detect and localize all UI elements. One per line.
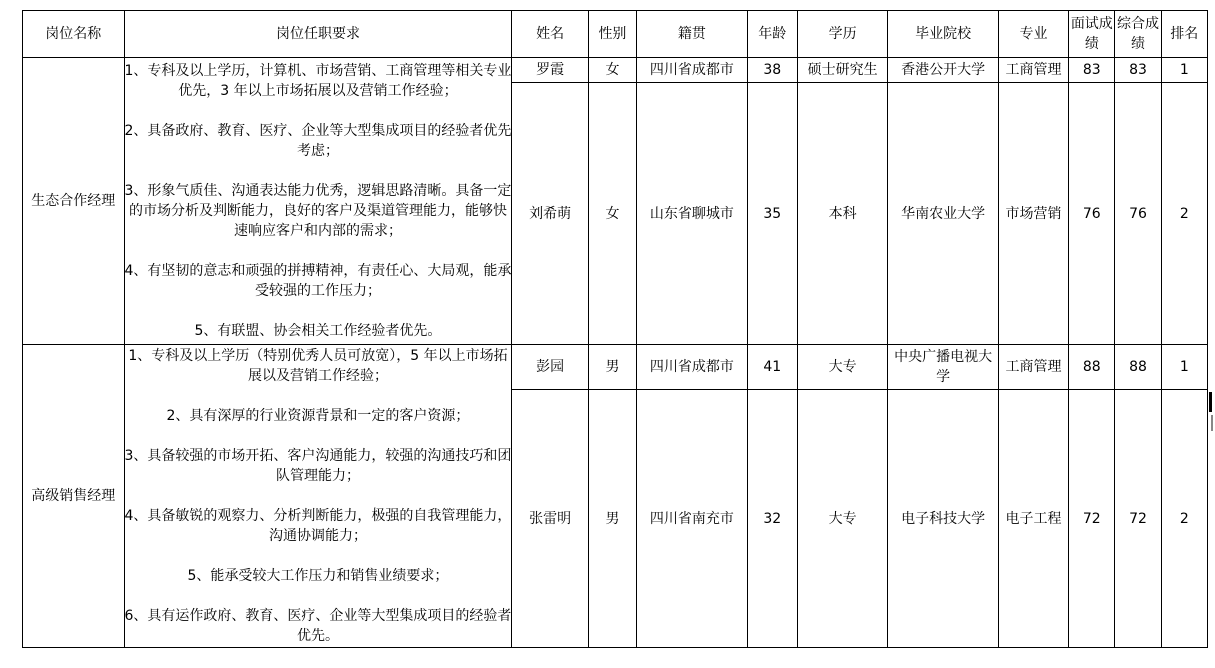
candidate-name[interactable]: 彭园 [512,345,588,390]
candidate-major[interactable]: 工商管理 [998,345,1068,390]
requirement-item: 4、具备敏锐的观察力、分析判断能力，极强的自我管理能力，沟通协调能力； [124,508,512,544]
requirement-item: 4、有坚韧的意志和顽强的拼搏精神，有责任心、大局观，能承受较强的工作压力； [124,263,512,299]
recruitment-results-table [22,10,1208,648]
requirement-item: 2、具有深厚的行业资源背景和一定的客户资源； [166,408,470,424]
cursor-edge-mark [1209,392,1212,412]
candidate-origin[interactable]: 山东省聊城市 [637,83,748,345]
candidate-name[interactable]: 刘希萌 [512,83,588,345]
table-row [23,345,1208,390]
header-rank[interactable]: 排名 [1161,11,1207,58]
table-row [23,58,1208,83]
candidate-school[interactable]: 电子科技大学 [888,390,999,648]
position-cell[interactable]: 生态合作经理 [23,58,125,345]
position-cell[interactable]: 高级销售经理 [23,345,125,648]
candidate-origin[interactable]: 四川省南充市 [637,390,748,648]
requirements-cell[interactable] [124,345,512,648]
candidate-total-score[interactable]: 88 [1115,345,1161,390]
candidate-name[interactable]: 罗霞 [512,58,588,83]
candidate-age[interactable]: 41 [747,345,797,390]
header-name[interactable]: 姓名 [512,11,588,58]
header-education[interactable]: 学历 [797,11,887,58]
candidate-gender[interactable]: 男 [588,390,636,648]
candidate-total-score[interactable]: 83 [1115,58,1161,83]
requirements-cell[interactable] [124,58,512,345]
header-age[interactable]: 年龄 [747,11,797,58]
header-requirements[interactable]: 岗位任职要求 [124,11,512,58]
requirement-item: 2、具备政府、教育、医疗、企业等大型集成项目的经验者优先考虑； [124,123,512,159]
candidate-age[interactable]: 32 [747,390,797,648]
candidate-school[interactable]: 香港公开大学 [888,58,999,83]
candidate-origin[interactable]: 四川省成都市 [637,58,748,83]
requirement-item: 6、具有运作政府、教育、医疗、企业等大型集成项目的经验者优先。 [124,608,512,644]
header-major[interactable]: 专业 [998,11,1068,58]
candidate-gender[interactable]: 男 [588,345,636,390]
requirement-item: 3、形象气质佳、沟通表达能力优秀，逻辑思路清晰。具备一定的市场分析及判断能力，良好的客户及渠道管理能力，能够快速响应客户和内部的需求； [124,183,512,239]
candidate-total-score[interactable]: 72 [1115,390,1161,648]
candidate-age[interactable]: 35 [747,83,797,345]
candidate-major[interactable]: 工商管理 [998,58,1068,83]
candidate-name[interactable]: 张雷明 [512,390,588,648]
candidate-interview-score[interactable]: 88 [1069,345,1115,390]
candidate-total-score[interactable]: 76 [1115,83,1161,345]
candidate-rank[interactable]: 2 [1161,83,1207,345]
candidate-education[interactable]: 硕士研究生 [797,58,887,83]
candidate-gender[interactable]: 女 [588,58,636,83]
candidate-education[interactable]: 大专 [797,345,887,390]
candidate-education[interactable]: 本科 [797,83,887,345]
candidate-gender[interactable]: 女 [588,83,636,345]
header-origin[interactable]: 籍贯 [637,11,748,58]
candidate-interview-score[interactable]: 72 [1069,390,1115,648]
candidate-school[interactable]: 华南农业大学 [888,83,999,345]
candidate-rank[interactable]: 2 [1161,390,1207,648]
candidate-school[interactable]: 中央广播电视大学 [888,345,999,390]
candidate-major[interactable]: 电子工程 [998,390,1068,648]
candidate-rank[interactable]: 1 [1161,345,1207,390]
header-total-score[interactable]: 综合成绩 [1115,11,1161,58]
requirement-item: 1、专科及以上学历，计算机、市场营销、工商管理等相关专业优先，3 年以上市场拓展以及营销工作经验； [124,63,512,99]
requirement-item: 3、具备较强的市场开拓、客户沟通能力，较强的沟通技巧和团队管理能力； [124,448,512,484]
header-position[interactable]: 岗位名称 [23,11,125,58]
header-interview-score[interactable]: 面试成绩 [1069,11,1115,58]
cursor-edge-mark-shadow [1211,415,1213,431]
requirement-item: 1、专科及以上学历（特别优秀人员可放宽），5 年以上市场拓展以及营销工作经验； [128,348,508,384]
candidate-rank[interactable]: 1 [1161,58,1207,83]
requirement-item: 5、能承受较大工作压力和销售业绩要求； [187,568,449,584]
candidate-origin[interactable]: 四川省成都市 [637,345,748,390]
candidate-age[interactable]: 38 [747,58,797,83]
candidate-major[interactable]: 市场营销 [998,83,1068,345]
candidate-interview-score[interactable]: 83 [1069,58,1115,83]
header-school[interactable]: 毕业院校 [888,11,999,58]
requirement-item: 5、有联盟、协会相关工作经验者优先。 [194,323,442,339]
header-gender[interactable]: 性别 [588,11,636,58]
candidate-education[interactable]: 大专 [797,390,887,648]
header-row [23,11,1208,58]
candidate-interview-score[interactable]: 76 [1069,83,1115,345]
